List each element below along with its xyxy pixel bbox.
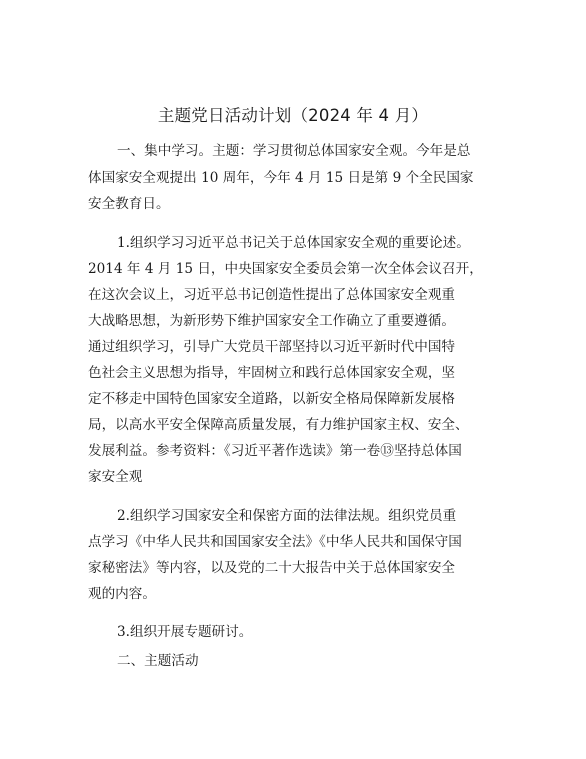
paragraph-line: 在这次会议上，习近平总书记创造性提出了总体国家安全观重 bbox=[88, 287, 456, 303]
paragraph-line: 2.组织学习国家安全和保密方面的法律法规。组织党员重 bbox=[117, 508, 457, 524]
paragraph-line: 3.组织开展专题研讨。 bbox=[117, 624, 253, 640]
paragraph-line: 发展利益。参考资料：《习近平著作选读》第一卷⑬坚持总体国 bbox=[88, 443, 462, 459]
paragraph-line: 家安全观 bbox=[88, 469, 143, 485]
paragraph-line: 通过组织学习，引导广大党员干部坚持以习近平新时代中国特 bbox=[88, 339, 456, 355]
paragraph-line: 2014 年 4 月 15 日，中央国家安全委员会第一次全体会议召开， bbox=[88, 261, 483, 277]
paragraph-line: 局，以高水平安全保障高质量发展，有力维护国家主权、安全、 bbox=[88, 417, 469, 433]
document-title: 主题党日活动计划（2024 年 4 月） bbox=[157, 106, 429, 125]
paragraph-line: 1.组织学习习近平总书记关于总体国家安全观的重要论述。 bbox=[117, 235, 470, 251]
paragraph-line: 家秘密法》等内容，以及党的二十大报告中关于总体国家安全 bbox=[88, 560, 456, 576]
paragraph-line: 体国家安全观提出 10 周年，今年 4 月 15 日是第 9 个全民国家 bbox=[88, 170, 474, 186]
paragraph-line: 定不移走中国特色国家安全道路，以新安全格局保障新发展格 bbox=[88, 391, 456, 407]
paragraph-line: 安全教育日。 bbox=[88, 196, 170, 212]
paragraph-line: 一、集中学习。主题：学习贯彻总体国家安全观。今年是总 bbox=[117, 143, 471, 159]
section-heading: 二、主题活动 bbox=[117, 653, 199, 669]
paragraph-line: 观的内容。 bbox=[88, 586, 156, 602]
paragraph-line: 色社会主义思想为指导，牢固树立和践行总体国家安全观，坚 bbox=[88, 365, 456, 381]
paragraph-line: 大战略思想，为新形势下维护国家安全工作确立了重要遵循。 bbox=[88, 313, 456, 329]
paragraph-line: 点学习《中华人民共和国国家安全法》《中华人民共和国保守国 bbox=[88, 534, 462, 550]
